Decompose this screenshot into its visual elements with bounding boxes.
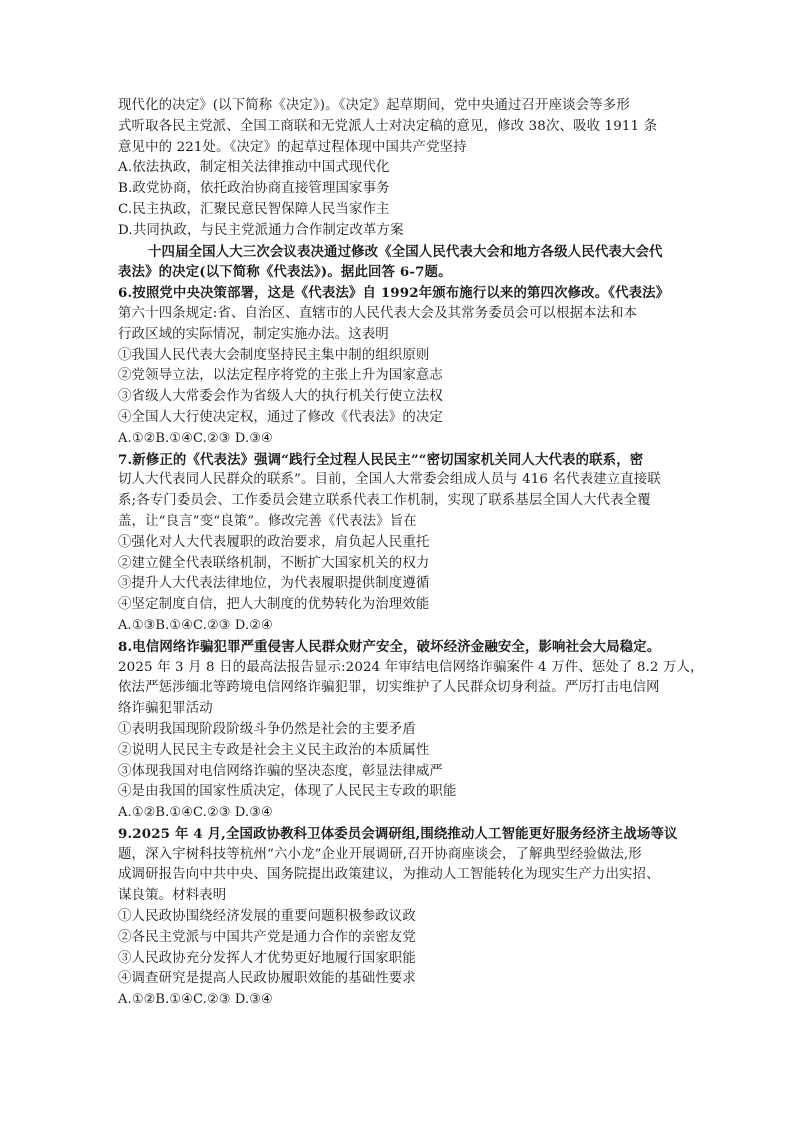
- statement-item: ③人民政协充分发挥人才优势更好地履行国家职能: [118, 950, 416, 966]
- answer-choices: A.①③B.①④C.②③ D.②④: [118, 617, 273, 633]
- option-c: C.民主执政，汇聚民意民智保障人民当家作主: [118, 201, 390, 217]
- question-stem: 题，深入宇树科技等杭州“六小龙”企业开展调研,召开协商座谈会，了解典型经验做法,形: [118, 846, 642, 862]
- statement-item: ④调查研究是提高人民政协履职效能的基础性要求: [118, 971, 416, 987]
- statement-item: ④是由我国的国家性质决定，体现了人民民主专政的职能: [118, 784, 457, 800]
- exam-page: [118, 96, 704, 1011]
- material-6-7: [118, 242, 683, 284]
- option-b: B.政党协商，依托政治协商直接管理国家事务: [118, 181, 390, 197]
- question-9: [118, 824, 683, 1011]
- intro-line: 现代化的决定》(以下简称《决定》)。《决定》起草期间，党中央通过召开座谈会等多形: [118, 98, 630, 113]
- question-stem: 第六十四条规定:省、自治区、直辖市的人民代表大会及其常务委员会可以根据本法和本: [118, 305, 638, 321]
- question-stem: 成调研报告向中共中央、国务院提出政策建议，为推动人工智能转化为现实生产力出实招、: [118, 867, 660, 883]
- question-stem: 6.按照党中央决策部署，这是《代表法》自 1992年颁布施行以来的第四次修改。《代表法》: [118, 285, 670, 302]
- question-8: [118, 637, 704, 824]
- question-stem: 谋良策。材料表明: [118, 888, 227, 904]
- option-a: A.依法执政，制定相关法律推动中国式现代化: [118, 160, 390, 176]
- material-line: 表法》的决定(以下简称《代表法》)。据此回答 6-7题。: [118, 264, 452, 281]
- statement-item: ①我国人民代表大会制度坚持民主集中制的组织原则: [118, 347, 430, 363]
- option-d: D.共同执政，与民主党派通力合作制定改革方案: [118, 222, 404, 238]
- material-line: 十四届全国人大三次会议表决通过修改《全国人民代表大会和地方各级人民代表大会代: [148, 243, 663, 260]
- question-6: [118, 283, 683, 449]
- statement-item: ①人民政协围绕经济发展的重要问题积极参政议政: [118, 909, 416, 925]
- question-7: [118, 450, 683, 637]
- statement-item: ②党领导立法，以法定程序将党的主张上升为国家意志: [118, 368, 443, 384]
- intro-line: 式听取各民主党派、全国工商联和无党派人士对决定稿的意见，修改 38次、吸收 1911 条: [118, 118, 658, 134]
- question-stem: 8.电信网络诈骗犯罪严重侵害人民群众财产安全，破坏经济金融安全，影响社会大局稳定。: [118, 638, 661, 655]
- intro-line: 意见中的 221处。《决定》的起草过程体现中国共产党坚持: [118, 139, 467, 155]
- question-stem: 依法严惩涉缅北等跨境电信网络诈骗犯罪，切实维护了人民群众切身利益。严厉打击电信网: [118, 680, 660, 696]
- question-stem: 9.2025 年 4 月,全国政协教科卫体委员会调研组,围绕推动人工智能更好服务经济主战场等议: [118, 825, 678, 842]
- statement-item: ④全国人大行使决定权，通过了修改《代表法》的决定: [118, 409, 443, 425]
- answer-choices: A.①②B.①④C.②③ D.③④: [118, 992, 273, 1008]
- statement-item: ①强化对人大代表履职的政治要求，肩负起人民重托: [118, 534, 430, 550]
- question-stem: 盖，让“良言”变“良策”。修改完善《代表法》旨在: [118, 513, 417, 529]
- question-5-options: [118, 158, 683, 241]
- statement-item: ③省级人大常委会作为省级人大的执行机关行使立法权: [118, 389, 443, 405]
- question-stem: 7.新修正的《代表法》强调“践行全过程人民民主”“密切国家机关同人大代表的联系，密: [118, 451, 644, 468]
- statement-item: ②各民主党派与中国共产党是通力合作的亲密友党: [118, 929, 416, 945]
- statement-item: ③提升人大代表法律地位，为代表履职提供制度遵循: [118, 576, 430, 592]
- question-stem: 系;各专门委员会、工作委员会建立联系代表工作机制，实现了联系基层全国人大代表全覆: [118, 493, 651, 509]
- statement-item: ②说明人民民主专政是社会主义民主政治的本质属性: [118, 742, 430, 758]
- statement-item: ①表明我国现阶段阶级斗争仍然是社会的主要矛盾: [118, 721, 416, 737]
- answer-choices: A.①②B.①④C.②③ D.③④: [118, 430, 273, 446]
- answer-choices: A.①②B.①④C.②③ D.③④: [118, 805, 273, 821]
- question-stem: 行政区域的实际情况，制定实施办法。这表明: [118, 326, 389, 342]
- intro-paragraph: [118, 96, 683, 158]
- statement-item: ②建立健全代表联络机制，不断扩大国家机关的权力: [118, 555, 430, 571]
- question-stem: 络诈骗犯罪活动: [118, 701, 213, 717]
- statement-item: ④坚定制度自信，把人大制度的优势转化为治理效能: [118, 597, 430, 613]
- question-stem: 切人大代表同人民群众的联系”。目前，全国人大常委会组成人员与 416 名代表建立直接联: [118, 472, 661, 488]
- statement-item: ③体现我国对电信网络诈骗的坚决态度，彰显法律威严: [118, 763, 443, 779]
- question-stem: 2025 年 3 月 8 日的最高法报告显示:2024 年审结电信网络诈骗案件 4 万件、惩处了 8.2 万人，: [118, 659, 704, 675]
